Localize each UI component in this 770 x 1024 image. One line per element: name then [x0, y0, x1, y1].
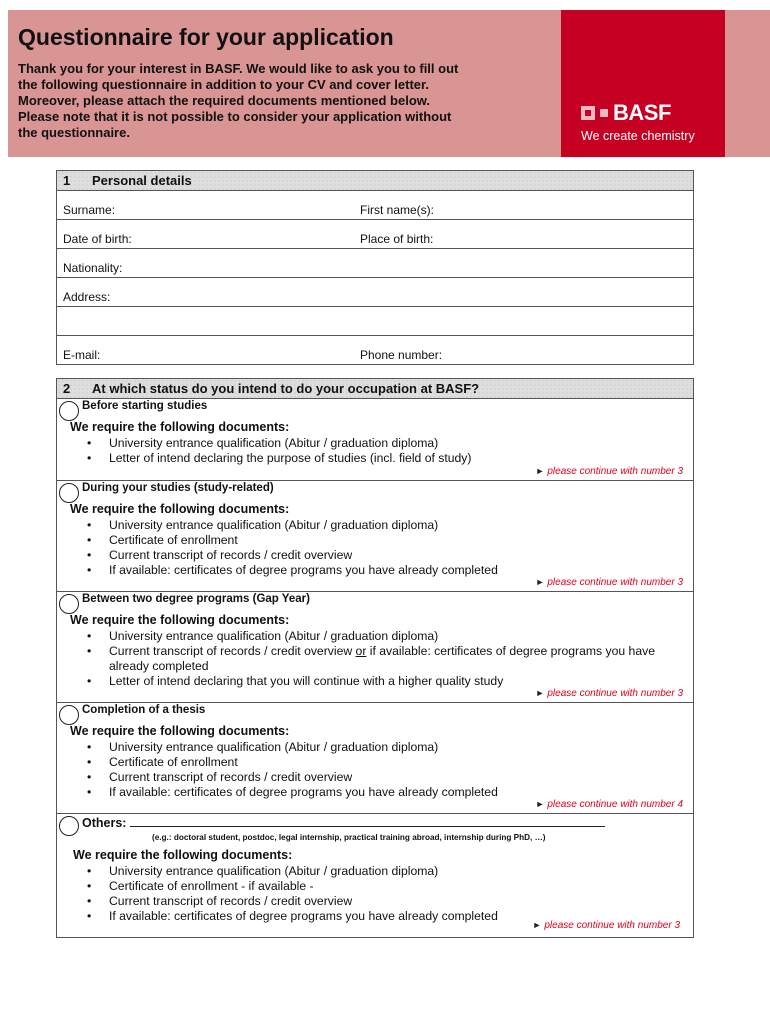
email-label: E-mail:	[63, 348, 101, 362]
place-of-birth-label: Place of birth:	[360, 232, 434, 246]
continue-text: please continue with number 3	[547, 577, 683, 588]
intro-line: the following questionnaire in addition to your CV and cover letter.	[18, 77, 429, 92]
logo-square-outline-icon	[581, 106, 595, 120]
document-list	[87, 740, 667, 800]
logo-text: BASF	[613, 100, 671, 125]
requirements-label: We require the following documents:	[73, 848, 293, 862]
option-title	[82, 815, 605, 830]
document-list	[87, 629, 667, 689]
document-item: • Certificate of enrollment	[87, 533, 667, 548]
option-before-studies	[57, 399, 693, 481]
document-list	[87, 864, 667, 924]
section-title: At which status do you intend to do your occupation at BASF?	[92, 381, 480, 396]
section-header	[57, 171, 693, 191]
document-item: • University entrance qualification (Abitur / graduation diploma)	[87, 436, 667, 451]
requirements-label: We require the following documents:	[70, 502, 290, 516]
intro-line: Thank you for your interest in BASF. We would like to ask you to fill out	[18, 61, 459, 76]
or-emphasis: or	[355, 644, 367, 658]
document-item: • If available: certificates of degree programs you have already completed	[87, 785, 667, 800]
intro-line: Moreover, please attach the required documents mentioned below.	[18, 93, 431, 108]
row-name[interactable]	[57, 191, 693, 220]
option-title: Before starting studies	[82, 400, 208, 412]
continue-text: please continue with number 3	[547, 688, 683, 699]
row-contact[interactable]	[57, 336, 693, 364]
header-banner	[8, 10, 770, 157]
requirements-label: We require the following documents:	[70, 420, 290, 434]
intro-text	[18, 61, 538, 141]
document-item: • University entrance qualification (Abitur / graduation diploma)	[87, 518, 667, 533]
basf-logo	[581, 102, 671, 124]
document-text: Current transcript of records / credit overview	[109, 644, 353, 658]
radio-button[interactable]	[59, 483, 79, 503]
radio-button[interactable]	[59, 594, 79, 614]
continue-text: please continue with number 3	[547, 466, 683, 477]
document-item: • Current transcript of records / credit overview	[87, 894, 667, 909]
phone-label: Phone number:	[360, 348, 443, 362]
address-label: Address:	[63, 290, 111, 304]
option-thesis	[57, 703, 693, 814]
section-header	[57, 379, 693, 399]
requirements-label: We require the following documents:	[70, 613, 290, 627]
date-of-birth-label: Date of birth:	[63, 232, 132, 246]
document-item: • If available: certificates of degree programs you have already completed	[87, 563, 667, 578]
document-item: • If available: certificates of degree programs you have already completed	[87, 909, 667, 924]
document-item: • Letter of intend declaring that you will continue with a higher quality study	[87, 674, 667, 689]
arrow-right-icon: ►	[535, 688, 545, 698]
document-item: • Certificate of enrollment	[87, 755, 667, 770]
document-item: • University entrance qualification (Abitur / graduation diploma)	[87, 864, 667, 879]
arrow-right-icon: ►	[535, 577, 545, 587]
option-title: During your studies (study-related)	[82, 482, 274, 494]
document-item: • University entrance qualification (Abitur / graduation diploma)	[87, 629, 667, 644]
arrow-right-icon: ►	[535, 799, 545, 809]
section-personal-details	[56, 170, 694, 365]
continue-text: please continue with number 4	[547, 799, 683, 810]
option-gap-year	[57, 592, 693, 703]
document-item	[87, 644, 667, 674]
radio-button[interactable]	[59, 401, 79, 421]
document-list	[87, 436, 667, 466]
arrow-right-icon: ►	[535, 466, 545, 476]
continue-note	[535, 577, 683, 588]
row-nationality[interactable]	[57, 249, 693, 278]
option-title: Completion of a thesis	[82, 704, 206, 716]
arrow-right-icon: ►	[532, 920, 542, 930]
continue-note	[535, 799, 683, 810]
first-names-label: First name(s):	[360, 203, 435, 217]
document-text: if available: certificates of degree programs you have already completed	[109, 644, 655, 673]
brand-panel	[561, 10, 725, 157]
section-number: 1	[63, 173, 71, 188]
option-during-studies	[57, 481, 693, 592]
document-item: • Current transcript of records / credit overview	[87, 548, 667, 563]
row-birth[interactable]	[57, 220, 693, 249]
document-item: • Current transcript of records / credit overview	[87, 770, 667, 785]
intro-line: Please note that it is not possible to consider your application without	[18, 109, 452, 124]
document-item: • Letter of intend declaring the purpose of studies (incl. field of study)	[87, 451, 667, 466]
radio-button[interactable]	[59, 816, 79, 836]
option-title: Between two degree programs (Gap Year)	[82, 593, 310, 605]
continue-note	[535, 466, 683, 477]
logo-square-small-icon	[600, 109, 608, 117]
row-address-continued[interactable]	[57, 307, 693, 336]
option-others	[57, 814, 693, 937]
brand-tagline: We create chemistry	[581, 129, 695, 143]
page-title: Questionnaire for your application	[18, 24, 394, 50]
intro-line: the questionnaire.	[18, 125, 130, 140]
section-title: Personal details	[92, 173, 192, 188]
row-address[interactable]	[57, 278, 693, 307]
radio-button[interactable]	[59, 705, 79, 725]
others-example: (e.g.: doctoral student, postdoc, legal internship, practical training abroad, internship during PhD, …)	[152, 833, 546, 842]
others-input-line[interactable]	[185, 815, 605, 827]
document-list	[87, 518, 667, 578]
continue-note	[532, 920, 680, 931]
surname-label: Surname:	[63, 203, 116, 217]
section-status	[56, 378, 694, 938]
document-item: • University entrance qualification (Abitur / graduation diploma)	[87, 740, 667, 755]
others-label: Others:	[82, 816, 127, 830]
document-item: • Certificate of enrollment - if available -	[87, 879, 667, 894]
continue-text: please continue with number 3	[544, 920, 680, 931]
section-number: 2	[63, 381, 71, 396]
nationality-label: Nationality:	[63, 261, 123, 275]
requirements-label: We require the following documents:	[70, 724, 290, 738]
others-input-line[interactable]	[130, 815, 185, 827]
continue-note	[535, 688, 683, 699]
